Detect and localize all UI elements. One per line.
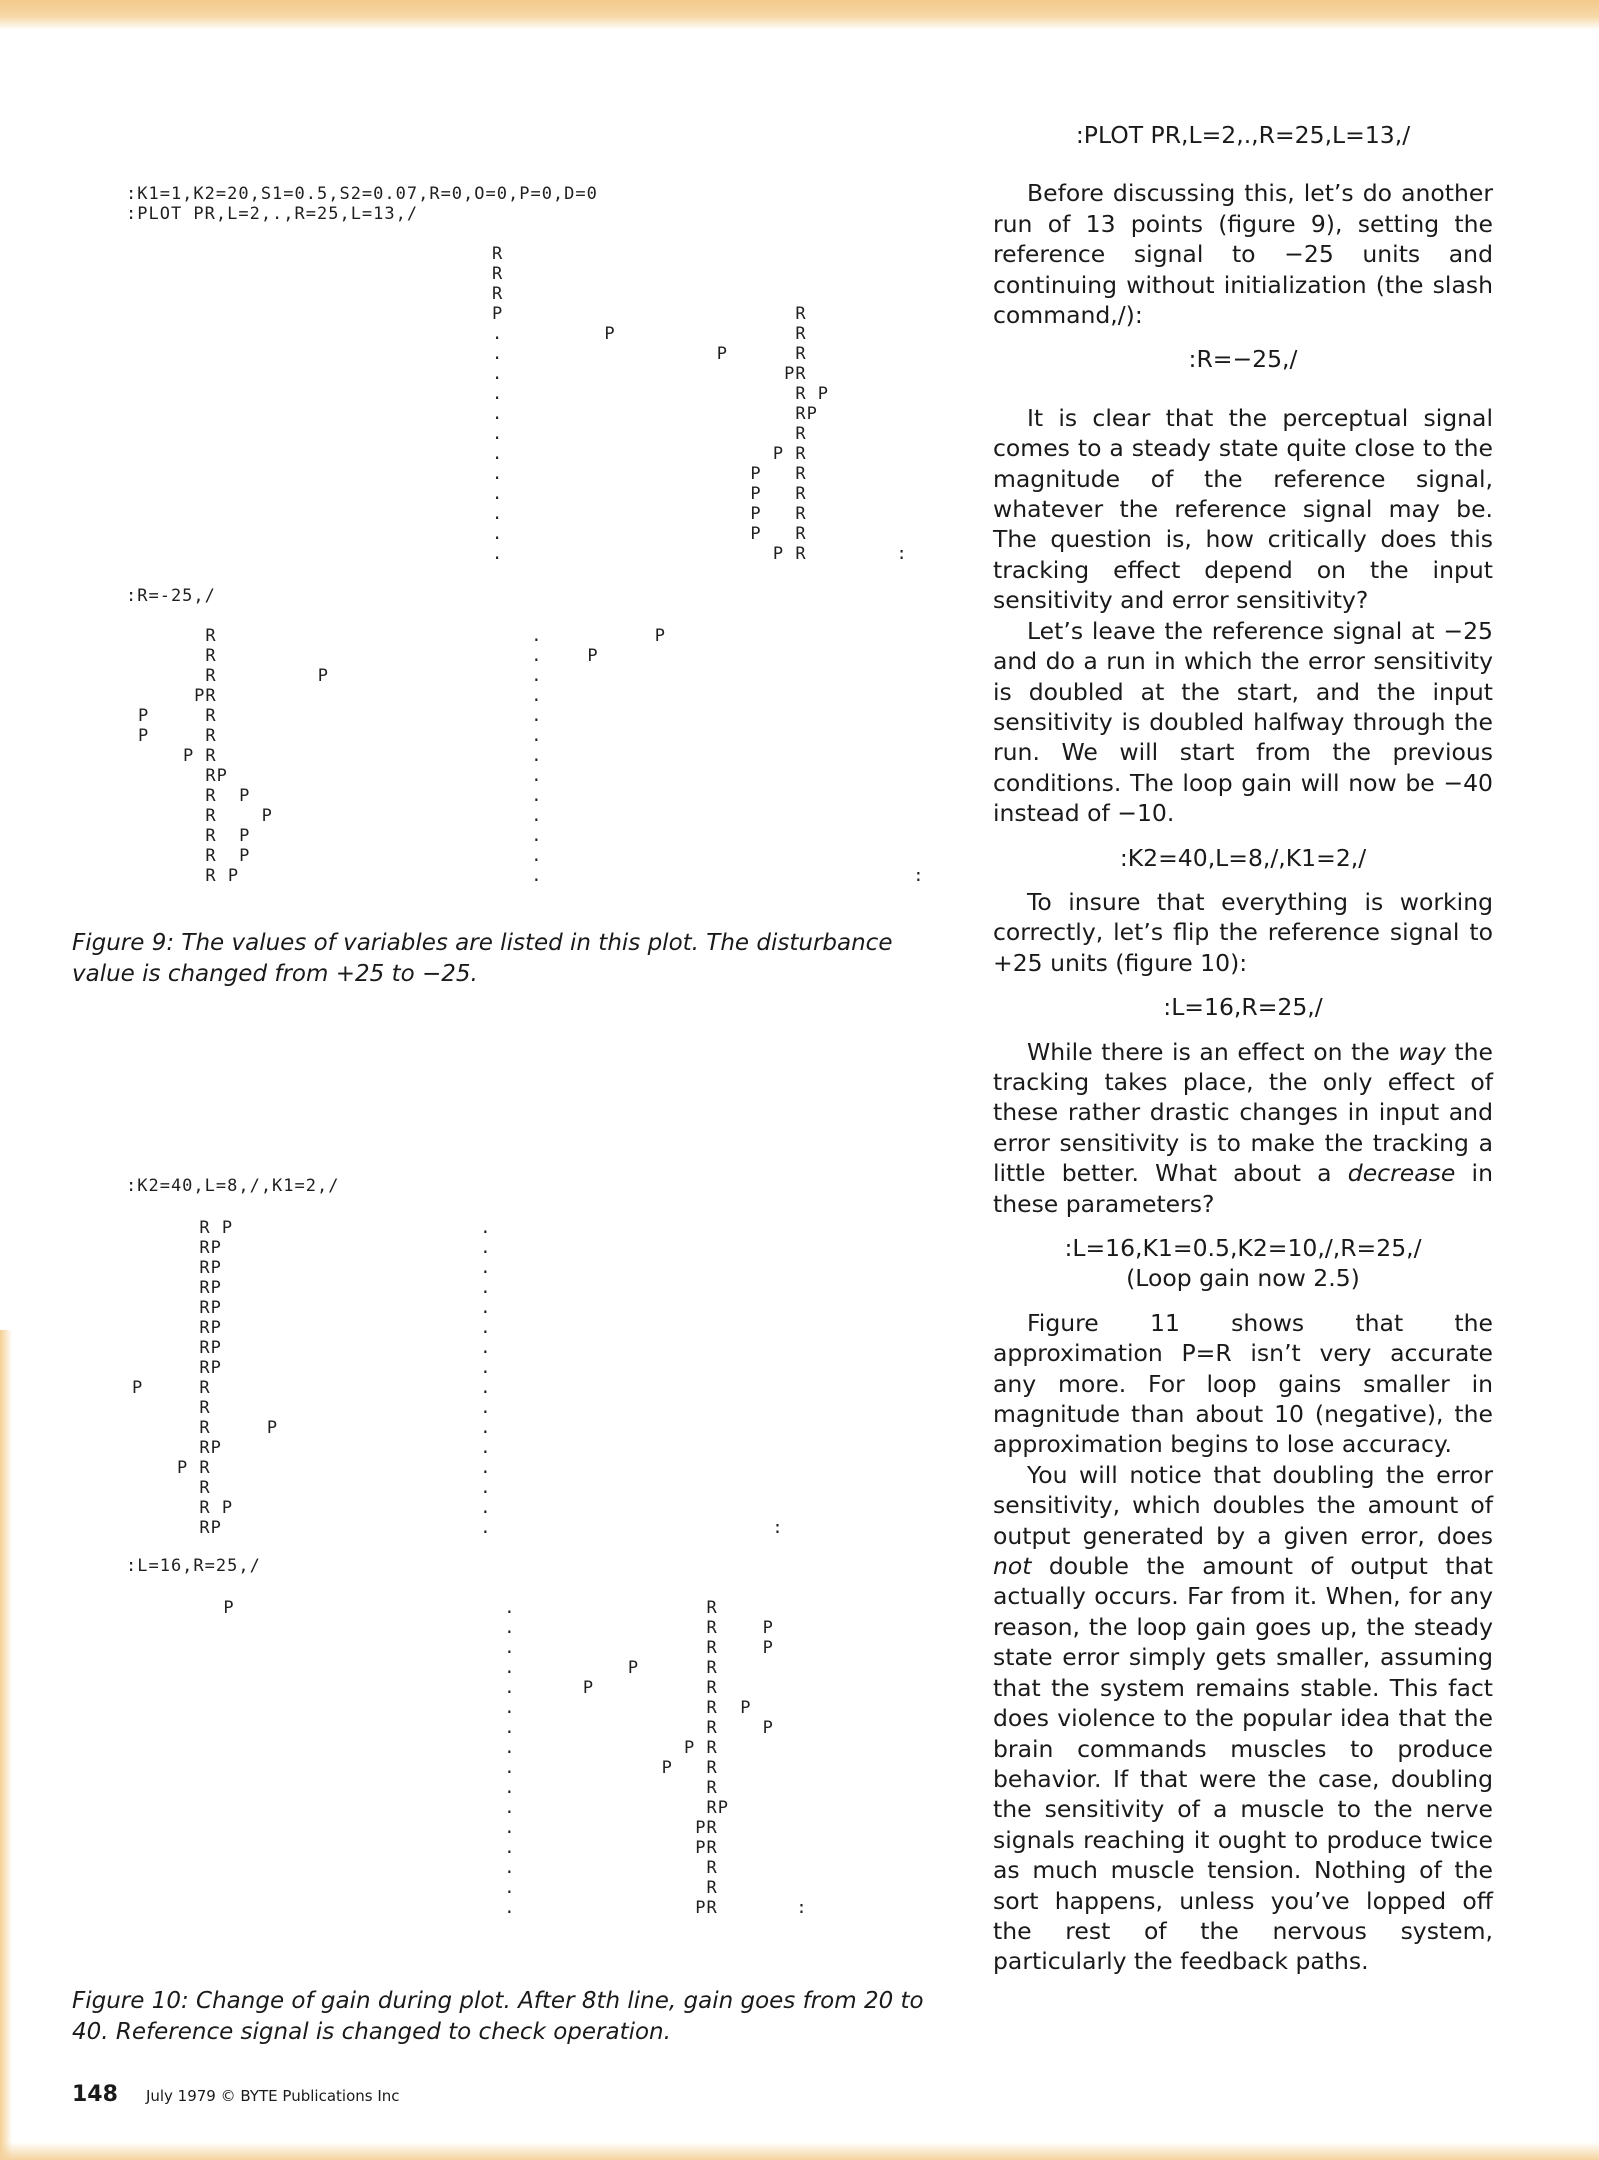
paragraph-5 [993, 1037, 1493, 1219]
cmd-r-minus-25: :R=−25,/ [1188, 345, 1298, 374]
p5-text-a: While there is an effect on the [1027, 1037, 1399, 1066]
page-footer [72, 2082, 400, 2107]
fig10-command-l16: :L=16,R=25,/ [126, 1556, 261, 1576]
paragraph-3: Let’s leave the reference signal at −25 and do a run in which the error sensitivity is doubled at the start, and the input sensitivity is doubled halfway through the run. We will start from the previous conditions. The loop gain will now be −40 instead of −10. [993, 616, 1493, 828]
page-number: 148 [72, 2082, 118, 2107]
fig10-command-k2: :K2=40,L=8,/,K1=2,/ [126, 1176, 340, 1196]
p5-text-c: in these parameters? [993, 1159, 1493, 1218]
p5-text-b: the tracking takes place, the only effect of these rather drastic changes in input and error sensitivity is to make the tracking a little better. What about a [993, 1037, 1493, 1188]
p7-text-b: double the amount of output that actually occurs. Far from it. When, for any reason, the loop gain goes up, the steady state error simply gets smaller, assuming that the system remains stable. This fact does violence to the popular idea that the brain commands muscles to produce behavior. If that were the case, doubling the sensitivity of a muscle to the nerve signals reaching it ought to produce twice as much muscle tension. Nothing of the sort happens, unless you’ve lopped off the rest of the nervous system, particularly the feedback paths. [993, 1552, 1493, 1976]
fig10-plot-second-run: P . R . R P . R P . P R . P R . R P . R P . P R . P R . R . RP . PR . PR . R . R . PR : [223, 1598, 808, 1918]
publication-credit: July 1979 © BYTE Publications Inc [145, 2087, 400, 2105]
p5-emphasis-decrease: decrease [1347, 1159, 1456, 1188]
paragraph-4: To insure that everything is working correctly, let’s flip the reference signal to +25 units (figure 10): [993, 887, 1493, 977]
p5-emphasis-way: way [1398, 1037, 1446, 1066]
paper-edge-left [0, 1330, 12, 2160]
fig9-plot-second-run: R . P R . P R P . PR . P R . P R . P R . RP . R P . R P . R P . R P . R P . : [138, 626, 925, 886]
cmd-l16-k1-k2: :L=16,K1=0.5,K2=10,/,R=25,/ [1064, 1234, 1422, 1262]
paragraph-6: Figure 11 shows that the approximation P=R isn’t very accurate any more. For loop gains smaller in magnitude than about 10 (negative), the approximation begins to lose accuracy. [993, 1308, 1493, 1459]
cmd-plot: :PLOT PR,L=2,.,R=25,L=13,/ [1075, 121, 1411, 149]
fig9-plot-first-run: R R R P R . P R . P R . PR . R P . RP . R . P R . P R . P R . P R . P R . P R : [492, 244, 908, 564]
loop-gain-note: (Loop gain now 2.5) [1126, 1264, 1360, 1293]
p7-emphasis-not: not [993, 1552, 1032, 1581]
fig9-command-r: :R=-25,/ [126, 586, 216, 606]
paragraph-2: It is clear that the perceptual signal comes to a steady state quite close to the magnitude of the reference signal, whatever the reference signal may be. The question is, how critically does this tracking effect depend on the input sensitivity and error sensitivity? [993, 403, 1493, 615]
cmd-k2-40: :K2=40,L=8,/,K1=2,/ [1119, 843, 1367, 872]
fig10-caption: Figure 10: Change of gain during plot. After 8th line, gain goes from 20 to 40. Reference signal is changed to check operation. [72, 1988, 924, 2045]
paragraph-7 [993, 1460, 1493, 1977]
paper-edge-bottom [0, 2142, 1599, 2160]
paragraph-1: Before discussing this, let’s do another run of 13 points (figure 9), setting the reference signal to −25 units and continuing without initialization (the slash command,/): [993, 179, 1493, 330]
p7-text-a: You will notice that doubling the error sensitivity, which doubles the amount of output generated by a given error, does [993, 1460, 1493, 1550]
cmd-l16-r25: :L=16,R=25,/ [1163, 993, 1323, 1022]
fig9-caption: Figure 9: The values of variables are listed in this plot. The disturbance value is changed from +25 to −25. [72, 930, 893, 987]
paper-edge-top [0, 0, 1599, 30]
article-column [993, 120, 1493, 1977]
fig9-header-commands: :K1=1,K2=20,S1=0.5,S2=0.07,R=0,O=0,P=0,D=0 :PLOT PR,L=2,.,R=25,L=13,/ [126, 184, 598, 224]
fig10-plot-first-run: R P . RP . RP . RP . RP . RP . RP . RP . P R . R . R P . RP . P R . R . R P . RP . : [132, 1218, 784, 1538]
